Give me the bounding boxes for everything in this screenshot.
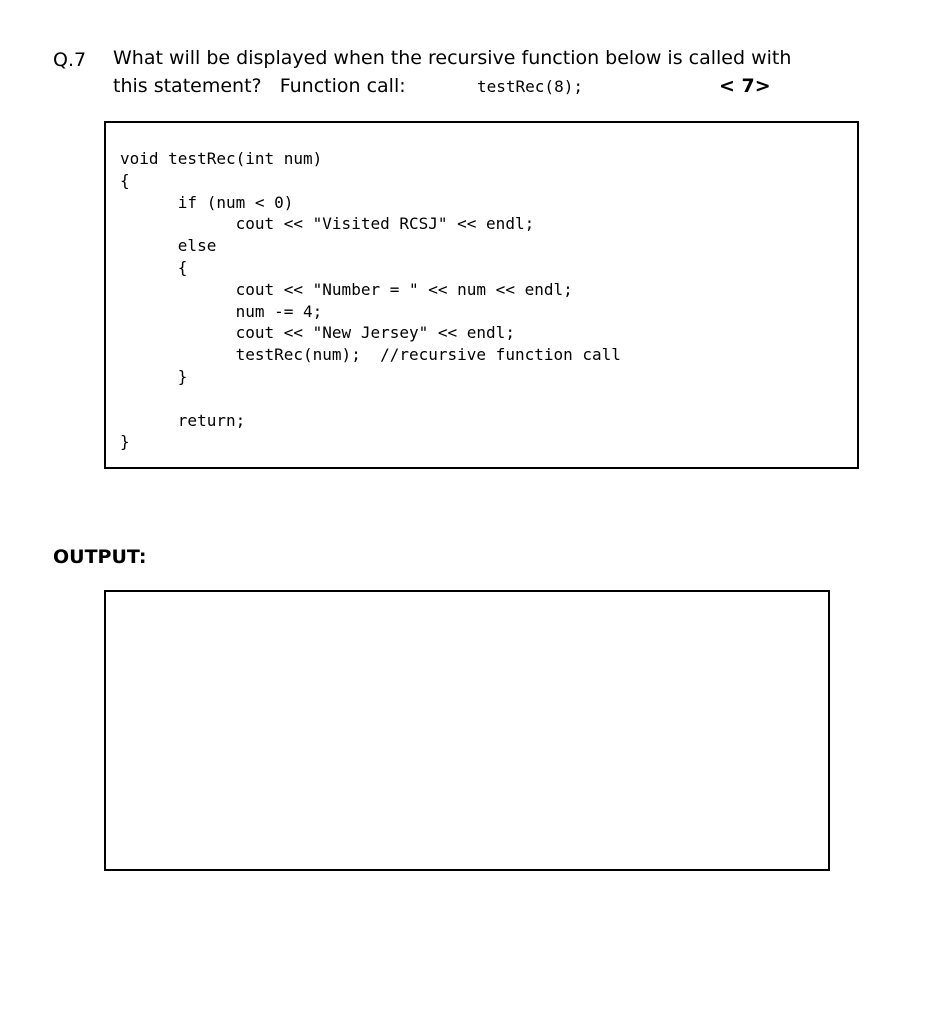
- code-line: testRec(num); //recursive function call: [120, 345, 621, 365]
- code-line: if (num < 0): [120, 192, 294, 212]
- question-text-line-1: What will be displayed when the recursive function below is called with: [113, 47, 792, 69]
- code-line: {: [120, 170, 130, 190]
- function-call-code: testRec(8);: [477, 77, 583, 96]
- code-listing: [120, 148, 621, 453]
- code-line: cout << "Visited RCSJ" << endl;: [120, 214, 535, 234]
- output-answer-box[interactable]: [104, 590, 830, 871]
- code-line: cout << "New Jersey" << endl;: [120, 323, 515, 343]
- code-line: num -= 4;: [120, 301, 323, 321]
- code-box: [104, 121, 859, 469]
- code-line: return;: [120, 410, 246, 430]
- code-line: {: [120, 257, 188, 277]
- code-line: else: [120, 236, 217, 256]
- question-number: Q.7: [53, 49, 87, 71]
- code-line: }: [120, 366, 188, 386]
- code-line: cout << "Number = " << num << endl;: [120, 279, 573, 299]
- code-line: }: [120, 432, 130, 452]
- code-line: void testRec(int num): [120, 149, 323, 168]
- question-text-line-2: this statement? Function call:: [113, 75, 406, 97]
- output-label: OUTPUT:: [53, 546, 147, 568]
- question-marks: < 7>: [719, 75, 771, 97]
